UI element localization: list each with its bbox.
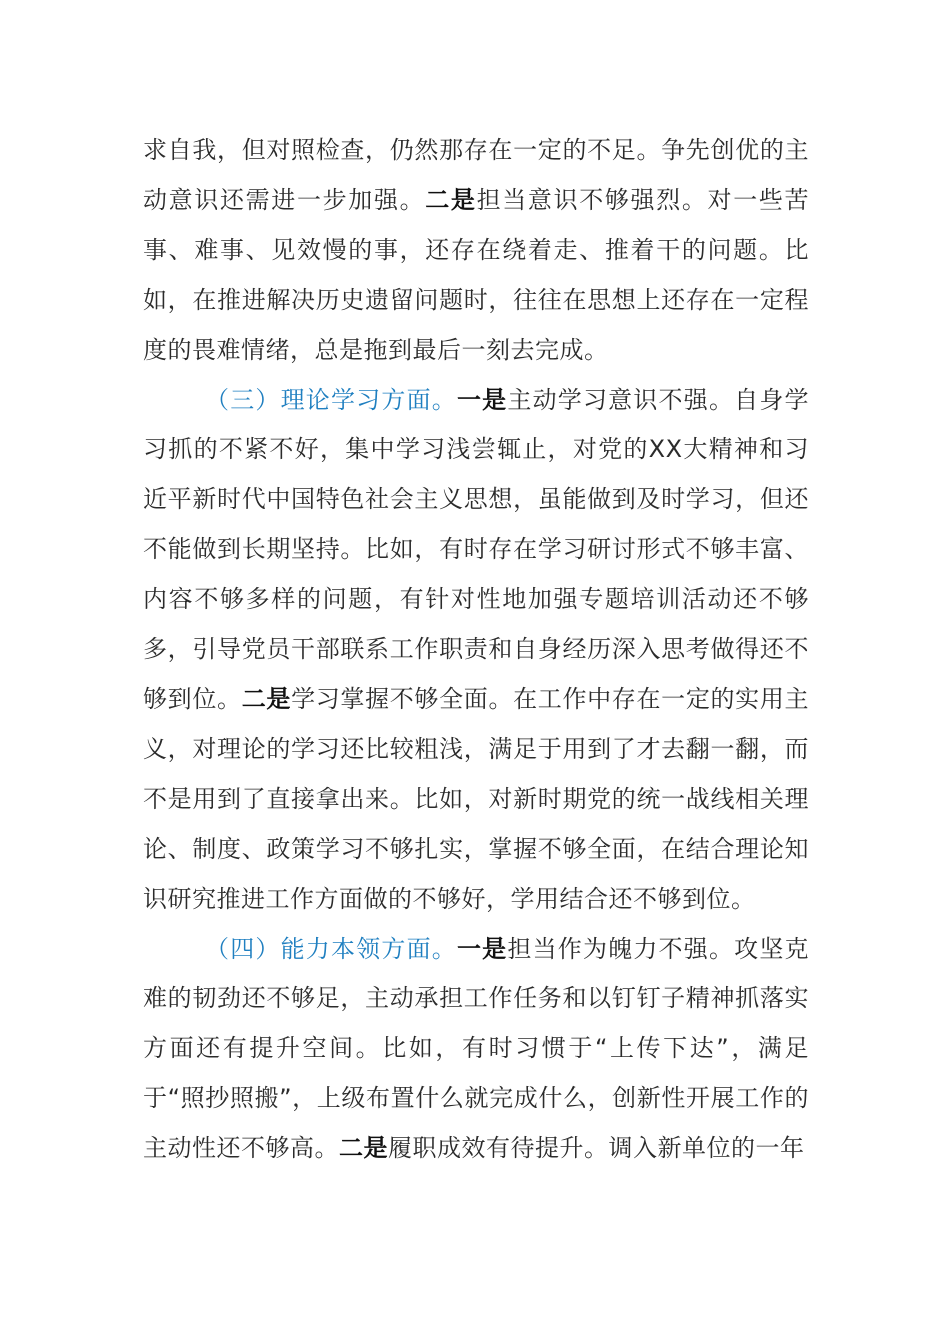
bold-marker-second: 二是 [241, 684, 292, 713]
bold-marker-first: 一是 [456, 385, 508, 414]
paragraph-theory-study [143, 376, 809, 925]
section-heading-theory-study: （三）理论学习方面。 [205, 385, 457, 414]
bold-marker-first: 一是 [456, 934, 508, 963]
paragraph-text: 担当作为魄力不强。攻坚克难的韧劲还不够足，主动承担工作任务和以钉钉子精神抓落实方面还有提升空间。比如，有时习惯于“上传下达”，满足于“照抄照搬”，上级布置什么就完成什么，创新性开展工作的主动性还不够高。 [143, 934, 810, 1163]
section-heading-ability: （四）能力本领方面。 [205, 934, 457, 963]
paragraph-continuation [143, 126, 809, 376]
bold-marker-second: 二是 [425, 185, 477, 214]
paragraph-text: 学习掌握不够全面。在工作中存在一定的实用主义，对理论的学习还比较粗浅，满足于用到了才去翻一翻，而不是用到了直接拿出来。比如，对新时期党的统一战线相关理论、制度、政策学习不够扎实，掌握不够全面，在结合理论知识研究推进工作方面做的不够好，学用结合还不够到位。 [143, 684, 810, 913]
bold-marker-second: 二是 [339, 1134, 388, 1163]
paragraph-text: 履职成效有待提升。调入新单位的一年 [388, 1134, 805, 1163]
paragraph-ability [143, 925, 809, 1175]
paragraph-text: 主动学习意识不强。自身学习抓的不紧不好，集中学习浅尝辄止，对党的XX大精神和习近平新时代中国特色社会主义思想，虽能做到及时学习，但还不能做到长期坚持。比如，有时存在学习研讨形式不够丰富、内容不够多样的问题，有针对性地加强专题培训活动还不够多，引导党员干部联系工作职责和自身经历深入思考做得还不够到位。 [143, 385, 810, 713]
document-body [143, 126, 809, 1174]
paragraph-text: 求自我，但对照检查，仍然那存在一定的不足。争先创优的主动意识还需进一步加强。 [143, 136, 809, 214]
paragraph-text: 担当意识不够强烈。对一些苦事、难事、见效慢的事，还存在绕着走、推着干的问题。比如，在推进解决历史遗留问题时，往往在思想上还存在一定程度的畏难情绪，总是拖到最后一刻去完成。 [143, 185, 810, 364]
